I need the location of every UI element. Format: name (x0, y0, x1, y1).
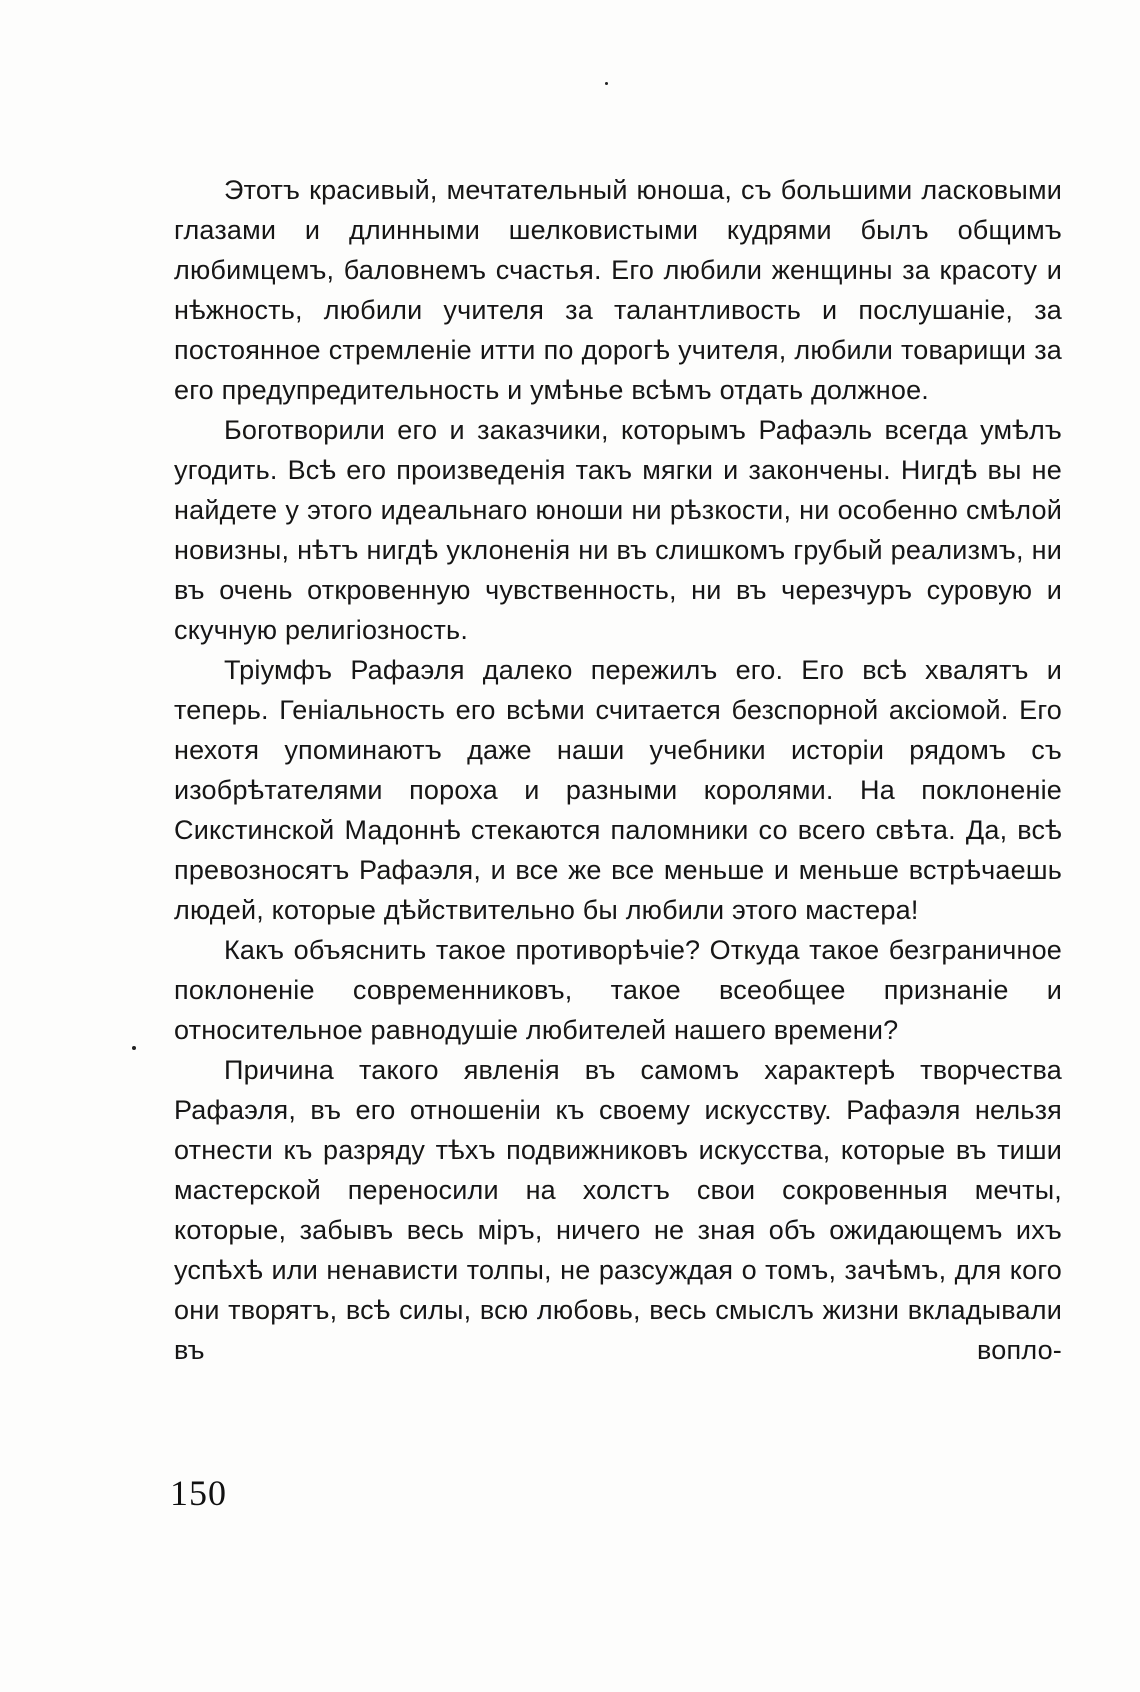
body-text (174, 170, 1062, 1370)
paragraph-2: Боготворили его и заказчики, которымъ Рафаэль всегда умѣлъ угодить. Всѣ его произведенія такъ мягки и закончены. Нигдѣ вы не найдете у этого идеальнаго юноши ни рѣзкости, ни особенно смѣлой новизны, нѣтъ нигдѣ уклоненія ни въ слишкомъ грубый реализмъ, ни въ очень откровенную чувственность, ни въ черезчуръ суровую и скучную религіозность. (174, 415, 1062, 645)
scan-speck (605, 82, 608, 85)
paragraph-1: Этотъ красивый, мечтательный юноша, съ большими ласковыми глазами и длинными шелковистыми кудрями былъ общимъ любимцемъ, баловнемъ счастья. Его любили женщины за красоту и нѣжность, любили учителя за талантливость и послушаніе, за постоянное стремленіе итти по дорогѣ учителя, любили товарищи за его предупредительность и умѣнье всѣмъ отдать должное. (174, 175, 1062, 405)
paragraph-3: Тріумфъ Рафаэля далеко пережилъ его. Его всѣ хвалятъ и теперь. Геніальность его всѣми считается безспорной аксіомой. Его нехотя упоминаютъ даже наши учебники исторіи рядомъ съ изобрѣтателями пороха и разными королями. На поклоненіе Сикстинской Мадоннѣ стекаются паломники со всего свѣта. Да, всѣ превозносятъ Рафаэля, и все же все меньше и меньше встрѣчаешь людей, которые дѣйствительно бы любили этого мастера! (174, 655, 1062, 925)
paragraph-5: Причина такого явленія въ самомъ характерѣ творчества Рафаэля, въ его отношеніи къ своему искусству. Рафаэля нельзя отнести къ разряду тѣхъ подвижниковъ искусства, которые въ тиши мастерской переносили на холстъ свои сокровенныя мечты, которые, забывъ весь міръ, ничего не зная объ ожидающемъ ихъ успѣхѣ или ненависти толпы, не разсуждая о томъ, зачѣмъ, для кого они творятъ, всѣ силы, всю любовь, весь смыслъ жизни вкладывали въ вопло- (174, 1055, 1062, 1365)
scan-speck (132, 1046, 136, 1050)
paragraph-4: Какъ объяснить такое противорѣчіе? Откуда такое безграничное поклоненіе современниковъ, такое всеобщее признаніе и относительное равнодушіе любителей нашего времени? (174, 935, 1062, 1045)
page-number: 150 (170, 1473, 227, 1513)
